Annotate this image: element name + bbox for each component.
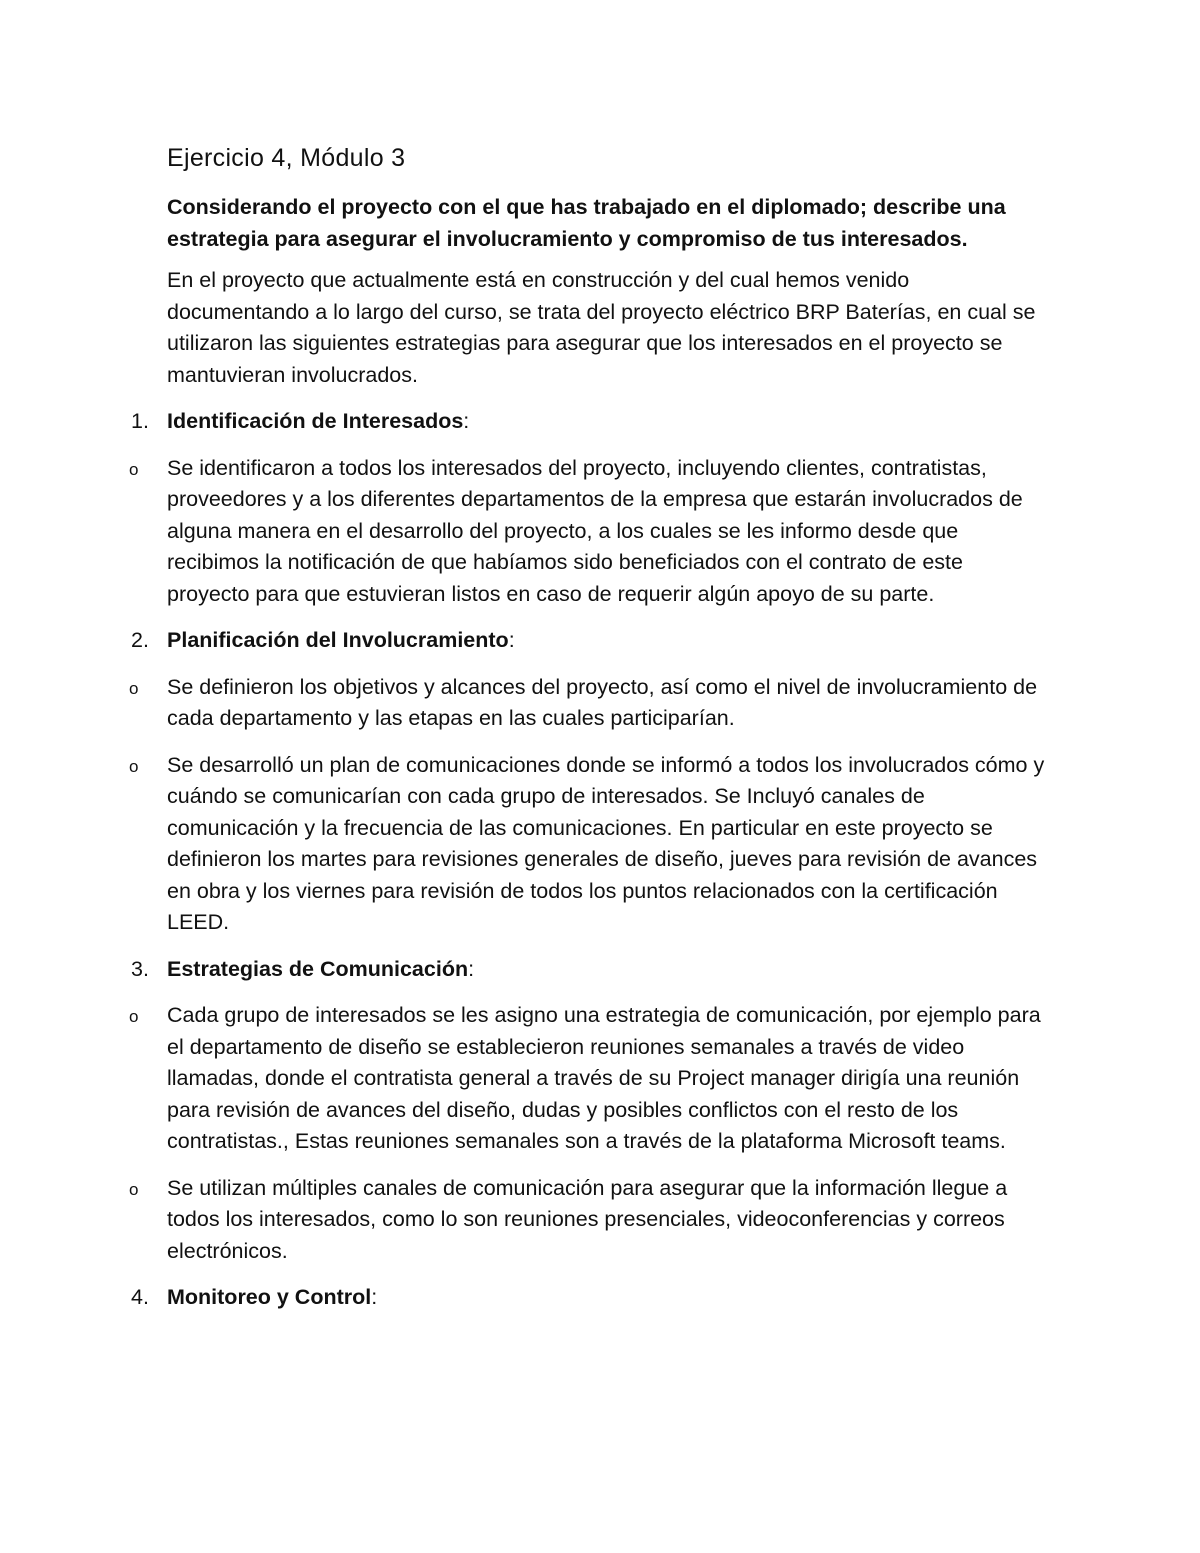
section-colon: : xyxy=(371,1285,378,1309)
section-heading xyxy=(131,954,1047,986)
list-item-text: Se desarrolló un plan de comunicaciones donde se informó a todos los involucrados cómo y cuándo se comunicarían con cada grupo de interesados. Se Incluyó canales de comunicación y la frecuencia de las comunicaciones. En particular en este proyecto se definieron los martes para revisiones generales de diseño, jueves para revisión de avances en obra y los viernes para revisión de todos los puntos relacionados con la certificación LEED. xyxy=(167,752,1045,934)
section-colon: : xyxy=(463,409,470,433)
list-item-text: Se identificaron a todos los interesados del proyecto, incluyendo clientes, contratistas, proveedores y a los diferentes departamentos de la empresa que estarán involucrados de alguna manera en el desarrollo del proyecto, a los cuales se les informo desde que recibimos la notificación de que habíamos sido beneficiados con el contrato de este proyecto para que estuvieran listos en caso de requerir algún apoyo de su parte. xyxy=(167,455,1023,606)
list-item-text: Cada grupo de interesados se les asigno una estrategia de comunicación, por ejemplo para el departamento de diseño se establecieron reuniones semanales a través de video llamadas, donde el contratista general a través de su Project manager dirigía una reunión para revisión de avances del diseño, dudas y posibles conflictos con el resto de los contratistas., Estas reuniones semanales son a través de la plataforma Microsoft teams. xyxy=(167,1003,1041,1153)
section-colon: : xyxy=(468,956,475,981)
bullet-marker: o xyxy=(129,756,139,776)
section-title: Identificación de Interesados xyxy=(167,409,464,433)
section-number: 1. xyxy=(131,409,149,433)
section-title: Estrategias de Comunicación xyxy=(167,956,469,981)
section-heading xyxy=(131,406,1047,438)
section-number: 2. xyxy=(131,628,149,652)
section-title: Monitoreo y Control xyxy=(167,1285,372,1309)
list-item-text: Se definieron los objetivos y alcances del proyecto, así como el nivel de involucramiento de cada departamento y las etapas en las cuales participarían. xyxy=(167,674,1038,730)
page-title: Ejercicio 4, Módulo 3 xyxy=(167,144,406,172)
section-heading xyxy=(131,625,1047,657)
list-item xyxy=(129,750,1047,939)
section-number: 3. xyxy=(131,956,149,981)
document-body xyxy=(129,140,1047,1329)
bullet-marker: o xyxy=(129,678,139,698)
bullet-marker: o xyxy=(129,1179,139,1199)
section-number: 4. xyxy=(131,1285,149,1309)
section-heading xyxy=(131,1282,1047,1314)
section-colon: : xyxy=(508,628,515,652)
bullet-marker: o xyxy=(129,1007,139,1026)
list-item xyxy=(129,1173,1047,1268)
section-title: Planificación del Involucramiento xyxy=(167,628,509,652)
bullet-marker: o xyxy=(129,459,139,479)
exercise-question: Considerando el proyecto con el que has trabajado en el diplomado; describe una estrategia para asegurar el involucramiento y compromiso de tus interesados. xyxy=(167,195,1006,251)
list-item-text: Se utilizan múltiples canales de comunicación para asegurar que la información llegue a todos los interesados, como lo son reuniones presenciales, videoconferencias y correos electrónicos. xyxy=(167,1175,1008,1263)
list-item xyxy=(129,453,1047,611)
intro-paragraph: En el proyecto que actualmente está en construcción y del cual hemos venido documentando a lo largo del curso, se trata del proyecto eléctrico BRP Baterías, en cual se utilizaron las siguientes estrategias para asegurar que los interesados en el proyecto se mantuvieran involucrados. xyxy=(167,268,1036,387)
list-item xyxy=(129,1000,1047,1158)
list-item xyxy=(129,672,1047,735)
